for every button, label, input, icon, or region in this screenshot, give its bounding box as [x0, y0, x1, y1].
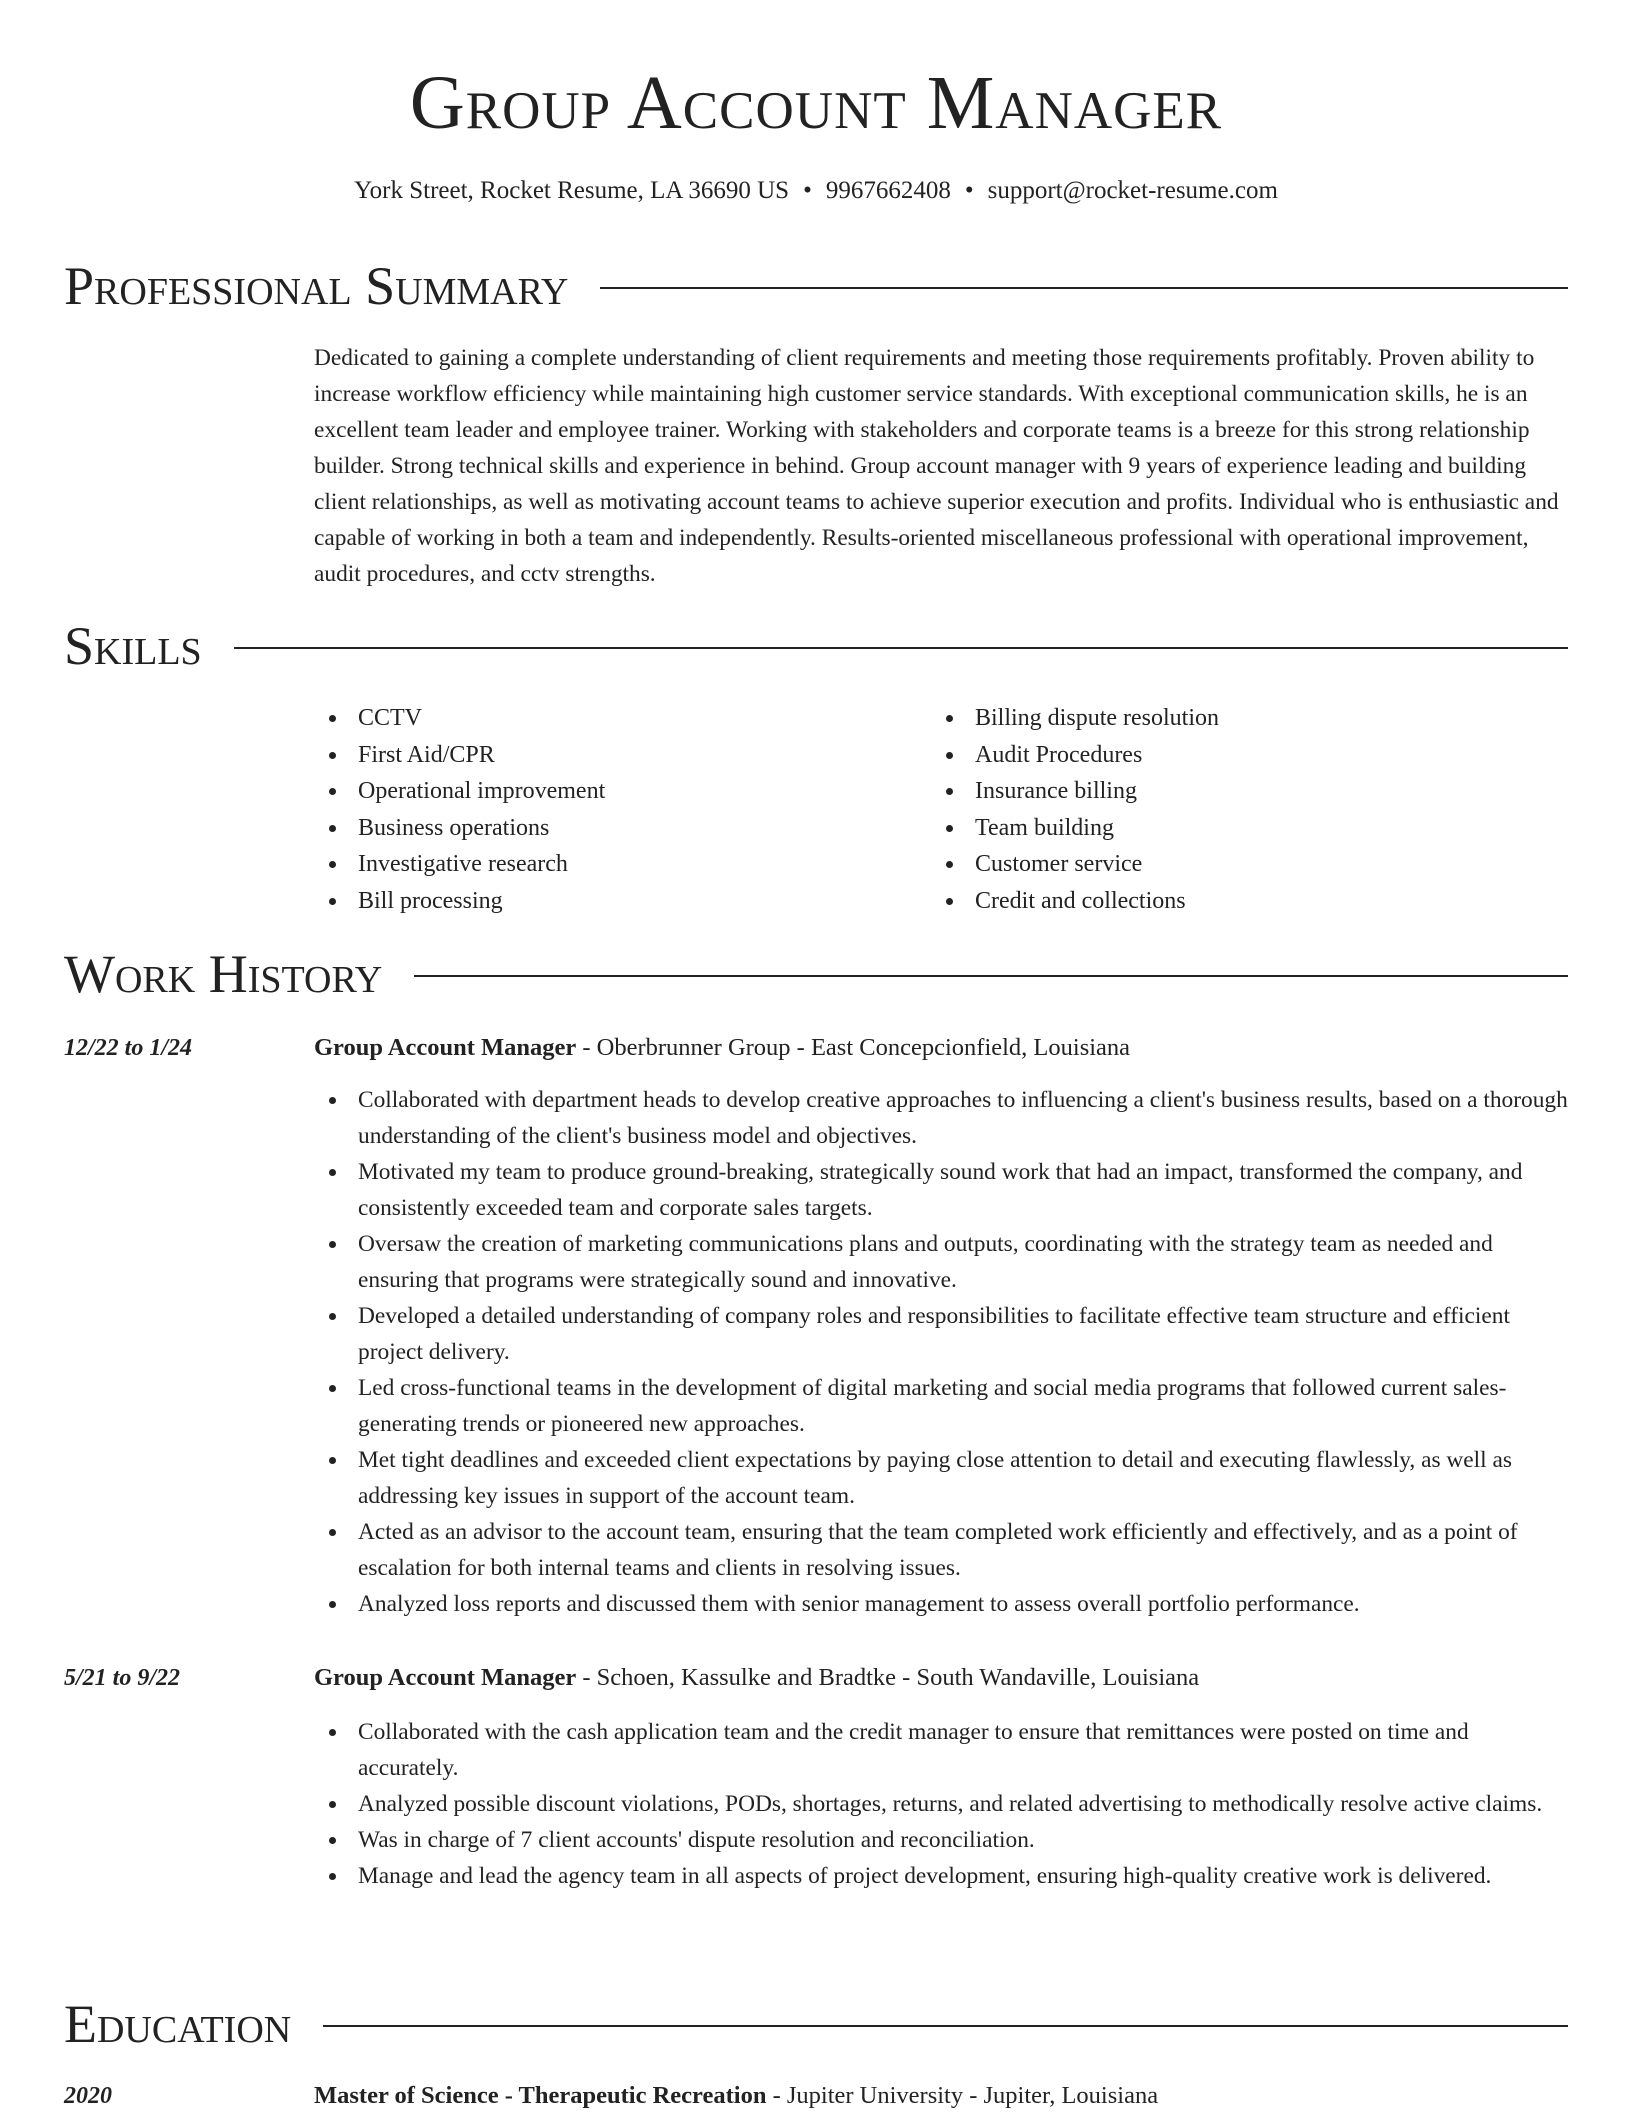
skills-section-header: [64, 614, 1568, 678]
skill-item: CCTV: [314, 700, 894, 737]
contact-separator: •: [964, 177, 974, 204]
job-bullet: Acted as an advisor to the account team, ensuring that the team completed work efficiently and effectively, and as a point of escalation for both internal teams and clients in resolving issues.: [314, 1514, 1574, 1586]
section-divider: [234, 647, 1568, 649]
job-bullet: Led cross-functional teams in the development of digital marketing and social media programs that followed current sales-generating trends or pioneered new approaches.: [314, 1370, 1574, 1442]
resume-title: Group Account Manager: [409, 61, 1223, 145]
job-bullet: Manage and lead the agency team in all aspects of project development, ensuring high-quality creative work is delivered.: [314, 1858, 1574, 1894]
job-bullet: Developed a detailed understanding of company roles and responsibilities to facilitate effective team structure and efficient project delivery.: [314, 1298, 1574, 1370]
skill-item: Investigative research: [314, 846, 894, 883]
skill-item: Business operations: [314, 810, 894, 847]
job-bullet: Was in charge of 7 client accounts' dispute resolution and reconciliation.: [314, 1822, 1574, 1858]
skill-item: Customer service: [931, 846, 1571, 883]
contact-email: support@rocket-resume.com: [987, 177, 1278, 204]
job-header: [314, 1030, 1574, 1066]
contact-phone: 9967662408: [825, 177, 951, 204]
job-title: Group Account Manager: [314, 1034, 577, 1061]
job-bullet: Oversaw the creation of marketing communications plans and outputs, coordinating with the strategy team as needed and ensuring that programs were strategically sound and innovative.: [314, 1226, 1574, 1298]
skills-list-right: [931, 700, 1571, 919]
skills-list-left: [314, 700, 894, 919]
work-heading: Work History: [64, 944, 383, 1004]
contact-line: [0, 174, 1632, 208]
education-details: - Jupiter University - Jupiter, Louisiana: [766, 2082, 1159, 2109]
education-section-header: [64, 1992, 1568, 2056]
skill-item: Insurance billing: [931, 773, 1571, 810]
section-divider: [414, 975, 1568, 977]
job-bullet: Motivated my team to produce ground-breaking, strategically sound work that had an impact, transformed the company, and consistently exceeded team and corporate sales targets.: [314, 1154, 1574, 1226]
job-bullet: Analyzed possible discount violations, PODs, shortages, returns, and related advertising to methodically resolve active claims.: [314, 1786, 1574, 1822]
skill-item: Audit Procedures: [931, 737, 1571, 774]
summary-heading: Professional Summary: [64, 256, 569, 316]
job-bullets: [314, 1082, 1574, 1622]
contact-address: York Street, Rocket Resume, LA 36690 US: [354, 177, 790, 204]
skill-item: Team building: [931, 810, 1571, 847]
skill-item: First Aid/CPR: [314, 737, 894, 774]
skills-heading: Skills: [64, 616, 202, 676]
section-divider: [600, 287, 1568, 289]
section-divider: [323, 2025, 1568, 2027]
job-dates: 5/21 to 9/22: [64, 1665, 181, 1691]
job-details: - Schoen, Kassulke and Bradtke - South Wandaville, Louisiana: [576, 1664, 1200, 1691]
job-title: Group Account Manager: [314, 1664, 577, 1691]
job-bullet: Collaborated with the cash application team and the credit manager to ensure that remittances were posted on time and accurately.: [314, 1714, 1574, 1786]
skill-item: Operational improvement: [314, 773, 894, 810]
work-section-header: [64, 942, 1568, 1006]
job-bullets: [314, 1714, 1574, 1894]
job-bullet: Collaborated with department heads to develop creative approaches to influencing a client's business results, based on a thorough understanding of the client's business model and objectives.: [314, 1082, 1574, 1154]
education-entry: [314, 2078, 1574, 2114]
skill-item: Billing dispute resolution: [931, 700, 1571, 737]
job-header: [314, 1660, 1574, 1696]
summary-section-header: [64, 254, 1568, 318]
job-bullet: Met tight deadlines and exceeded client expectations by paying close attention to detail and executing flawlessly, as well as addressing key issues in support of the account team.: [314, 1442, 1574, 1514]
job-details: - Oberbrunner Group - East Concepcionfield, Louisiana: [576, 1034, 1131, 1061]
summary-text: Dedicated to gaining a complete understanding of client requirements and meeting those requirements profitably. Proven ability to increase workflow efficiency while maintaining high customer service standards. With exceptional communication skills, he is an excellent team leader and employee trainer. Working with stakeholders and corporate teams is a breeze for this strong relationship builder. Strong technical skills and experience in behind. Group account manager with 9 years of experience leading and building client relationships, as well as motivating account teams to achieve superior execution and profits. Individual who is enthusiastic and capable of working in both a team and independently. Results-oriented miscellaneous professional with operational improvement, audit procedures, and cctv strengths.: [314, 345, 1559, 587]
job-dates: 12/22 to 1/24: [64, 1035, 193, 1061]
education-year: 2020: [64, 2083, 112, 2109]
contact-separator: •: [803, 177, 812, 204]
skill-item: Credit and collections: [931, 883, 1571, 920]
education-heading: Education: [64, 1994, 292, 2054]
education-degree: Master of Science - Therapeutic Recreation: [314, 2082, 767, 2109]
job-bullet: Analyzed loss reports and discussed them with senior management to assess overall portfolio performance.: [314, 1586, 1574, 1622]
skill-item: Bill processing: [314, 883, 894, 920]
